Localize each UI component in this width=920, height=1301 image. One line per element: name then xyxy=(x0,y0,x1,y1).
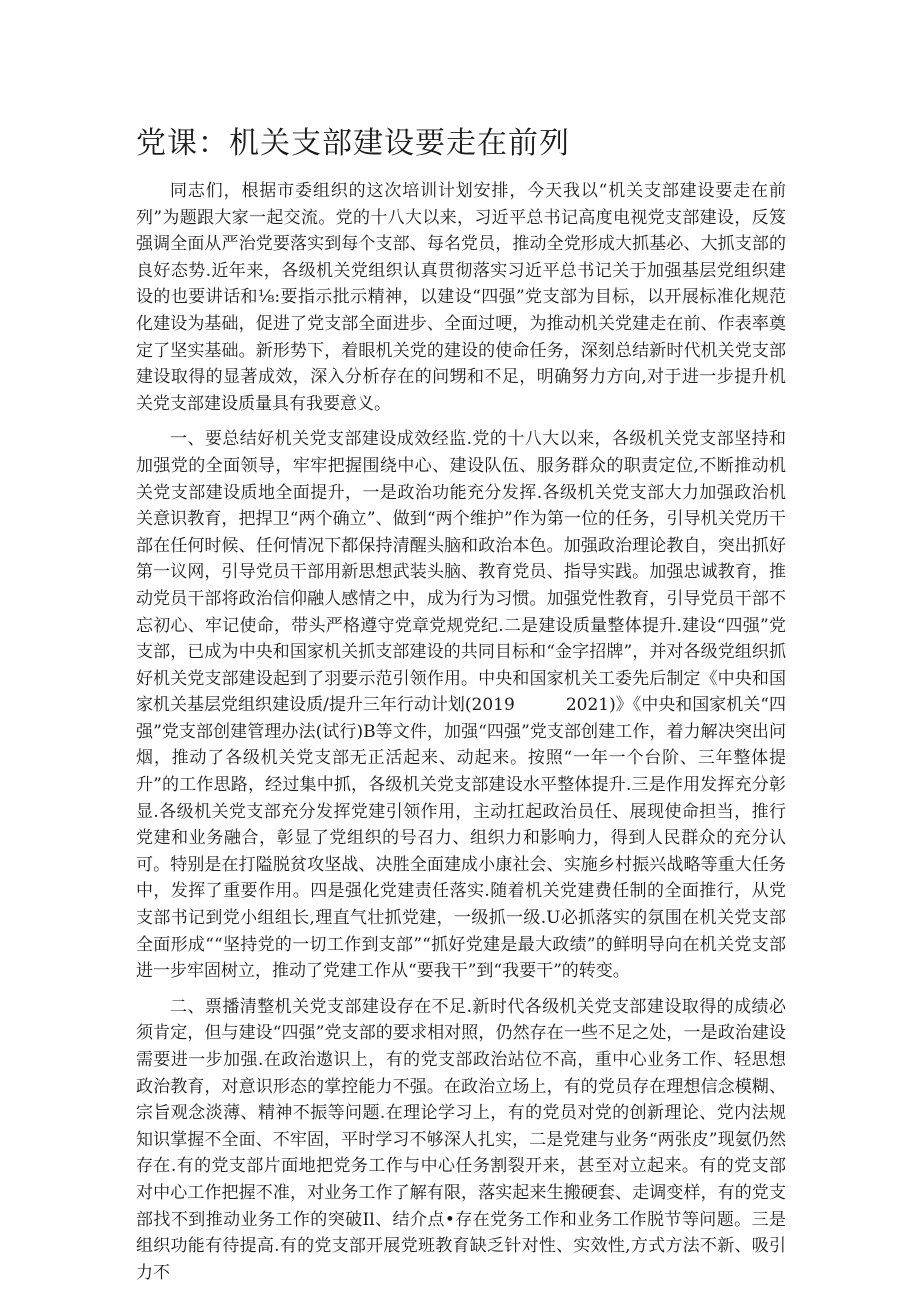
document-body xyxy=(136,178,786,1295)
document-title: 党课：机关支部建设要走在前列 xyxy=(136,126,570,161)
paragraph-section-two: 二、票播清整机关党支部建设存在不足.新时代各级机关党支部建设取得的成绩必须肯定，但与建设“四强”党支部的要求相对照，仍然存在一些不足之处，一是政治建设需要进一步加强.在政治遨识上，有的党支部政治站位不高，重中心业务工作、轻思想政治教育，对意识形态的掌控能力不强。在政治立场上，有的党员存在理想信念模糊、宗旨观念淡薄、精神不振等问题.在理论学习上，有的党员对党的创新理论、党内法规知识掌握不全面、不牢固，平时学习不够深人扎实，二是党建与业务“两张皮”现氨仍然存在.有的党支部片面地把党务工作与中心任务割裂开来，甚至对立起来。有的党支部对中心工作把握不准，对业务工作了解有限，落实起来生搬硬套、走调变样，有的党支部找不到推动业务工作的突破Il、结介点•存在党务工作和业务工作脱节等问题。三是组织功能有待提高.有的党支部开展党班教育缺乏针对性、实效性,方式方法不新、吸引力不 xyxy=(136,996,786,1283)
paragraph-section-one: 一、要总结好机关党支部建设成效经监.党的十八大以来，各级机关党支部坚持和加强党的全面领导，牢牢把握围绕中心、建设队伍、服务群众的职责定位,不断推动机关党支部建设质地全面提升，一是政治功能充分发挥.各级机关党支部大力加强政治机关意识教育，把捍卫“两个确立”、做到“两个维护”作为第一位的任务，引导机关党历干部在任何时候、任何情况下都保持清醒头脑和政治本色。加强政治理论教自，突出抓好第一议网，引导党员干部用新思想武装头脑、教育党员、指导实践。加强忠诚教育，推动党员干部将政治信仰融人感情之中，成为行为习惯。加强党性教育，引导党员干部不忘初心、牢记使命，带头严格遵守党章党规党纪.二是建设质量整体提升.建设“四强”党支部，已成为中央和国家机关抓支部建设的共同目标和“金字招牌”，并对各级党组织抓好机关党支部建设起到了羽要示范引领作用。中央和国家机关工委先后制定《中央和国家机关基层党组织建设质/提升三年行动计划(2019 2021)》《中央和国家机关“四强”党支部创建管理办法(试行)B等文件，加强“四强”党支部创建工作，着力解决突出问烟，推动了各级机关党支部无正活起来、动起来。按照“一年一个台阶、三年整体提升”的工作思路，经过集中抓，各级机关党支部建设水平整体提升.三是作用发挥充分彰显.各级机关党支部充分发挥党建引领作用，主动扛起政治员任、展现使命担当，推行党建和业务融合，彰显了党组织的号召力、组织力和影响力，得到人民群众的充分认可。特别是在打隘脱贫攻坚战、决胜全面建成小康社会、实施乡村振兴战略等重大任务中，发挥了重要作用。四是强化党建责任落实.随着机关党建费任制的全面推行，从党支部书记到党小组组长,理直气壮抓党建，一级抓一级.U必抓落实的氛围在机关党支部全面形成““坚持党的一切工作到支部”“抓好党建是最大政绩”的鲜明导向在机关党支部进一步牢固树立，推动了党建工作从“要我干”到“我要干”的转变。 xyxy=(136,429,786,982)
paragraph-intro: 同志们，根据市委组织的这次培训计划安排，今天我以“机关支部建设要走在前列”为题跟大家一起交流。党的十八大以来，习近平总书记高度电视党支部建设，反笈强调全面从严治党要落实到每个支部、每名党员，推动全党形成大抓基必、大抓支部的良好态势.近年来，各级机关党组织认真贯彻落实习近平总书记关于加强基层党组织建设的也要讲话和⅛:要指示批示精神，以建设“四强”党支部为目标，以开展标准化规范化建设为基础，促进了党支部全面进步、全面过哽，为推动机关党建走在前、作表率奠定了坚实基础。新形势下，着眼机关党的建设的使命任务，深刻总结新时代机关党支部建设取得的显著成效，深入分析存在的问甥和不足，明确努力方向,对于进一步提升机关党支部建设质量具有我要意义。 xyxy=(136,181,786,414)
